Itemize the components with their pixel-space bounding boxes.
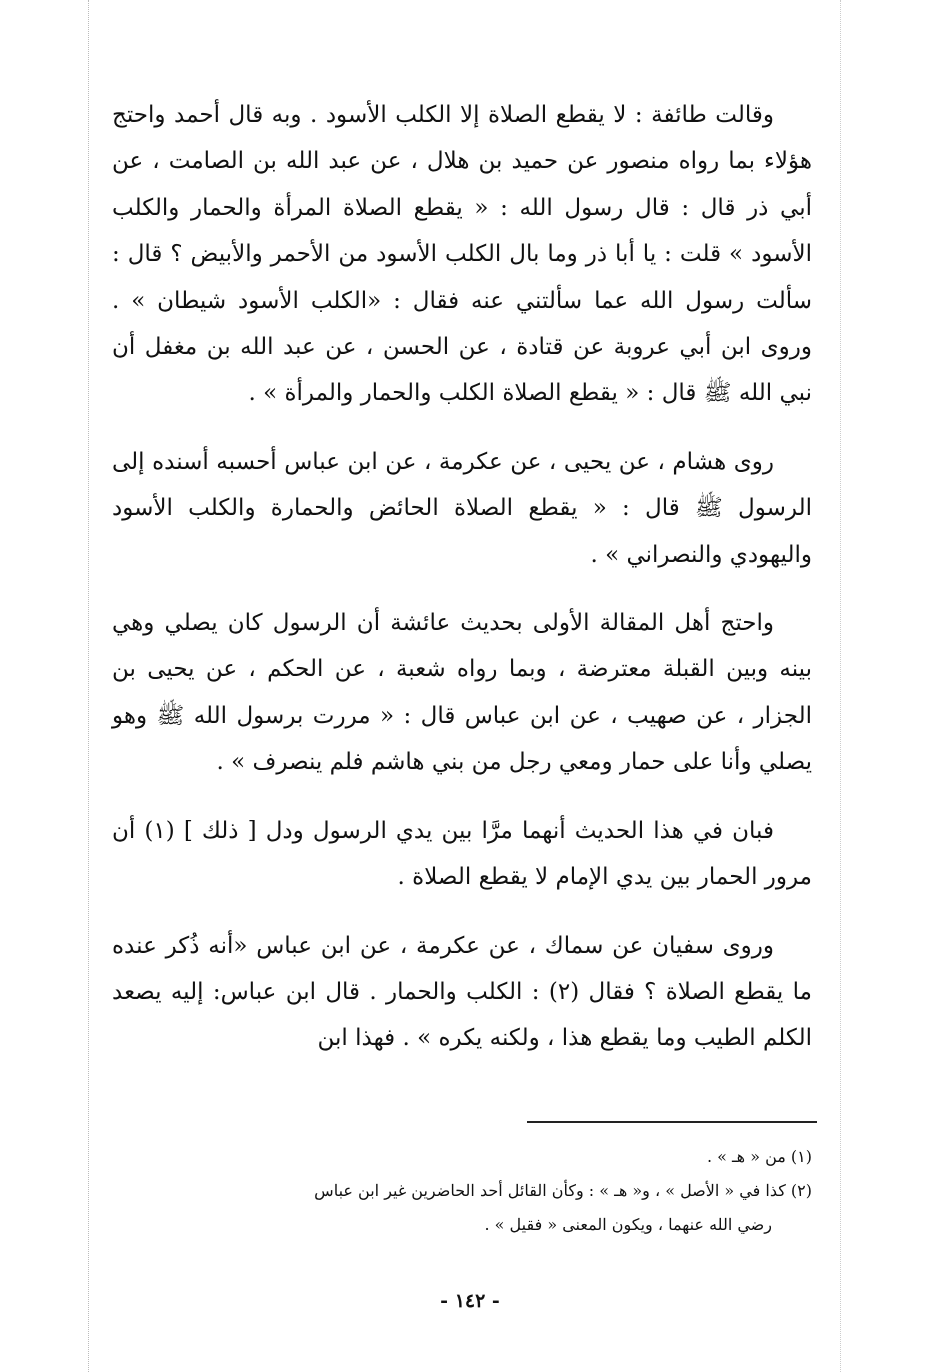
footnote-divider	[527, 1121, 817, 1123]
scan-margin-right	[840, 0, 841, 1372]
paragraph-5: وروى سفيان عن سماك ، عن عكرمة ، عن ابن عباس «أنه ذُكر عنده ما يقطع الصلاة ؟ فقال (٢) : الكلب والحمار . قال ابن عباس: إليه يصعد الكلم الطيب وما يقطع هذا ، ولكنه يكره » . فهذا ابن	[112, 932, 812, 1052]
paragraph-2: روى هشام ، عن يحيى ، عن عكرمة ، عن ابن عباس أحسبه أسنده إلى الرسول ﷺ قال : « يقطع الصلاة الحائض والحمارة والكلب الأسود واليهودي والنصراني » .	[112, 448, 812, 568]
paragraph-3: واحتج أهل المقالة الأولى بحديث عائشة أن الرسول كان يصلي وهي بينه وبين القبلة معترضة ، وبما رواه شعبة ، عن الحكم ، عن يحيى بن الجزار ، عن صهيب ، عن ابن عباس قال : « مررت برسول الله ﷺ وهو يصلي وأنا على حمار ومعي رجل من بني هاشم فلم ينصرف » .	[112, 610, 812, 776]
footnote-2-continued: رضي الله عنهما ، ويكون المعنى « فقيل » .	[484, 1215, 772, 1234]
footnote-2: (٢) كذا في « الأصل » ، و« هـ » : وكأن القائل أحد الحاضرين غير ابن عباس	[314, 1181, 812, 1200]
page-number: - ١٤٢ -	[440, 1290, 500, 1312]
paragraph-4: فبان في هذا الحديث أنهما مرَّا بين يدي الرسول ودل [ ذلك ] (١) أن مرور الحمار بين يدي الإمام لا يقطع الصلاة .	[112, 817, 812, 891]
footnotes	[112, 1140, 812, 1242]
footnote-1: (١) من « هـ » .	[706, 1147, 812, 1166]
scan-margin-left	[88, 0, 89, 1372]
paragraph-1: وقالت طائفة : لا يقطع الصلاة إلا الكلب الأسود . وبه قال أحمد واحتج هؤلاء بما رواه منصور عن حميد بن هلال ، عن عبد الله بن الصامت ، عن أبي ذر قال : قال رسول الله : « يقطع الصلاة المرأة والحمار والكلب الأسود » قلت : يا أبا ذر وما بال الكلب الأسود من الأحمر والأبيض ؟ قال : سألت رسول الله عما سألتني عنه فقال : «الكلب الأسود شيطان » . وروى ابن أبي عروبة عن قتادة ، عن الحسن ، عن عبد الله بن مغفل أن نبي الله ﷺ قال : « يقطع الصلاة الكلب والحمار والمرأة » .	[112, 102, 812, 407]
body-text	[112, 92, 812, 1084]
